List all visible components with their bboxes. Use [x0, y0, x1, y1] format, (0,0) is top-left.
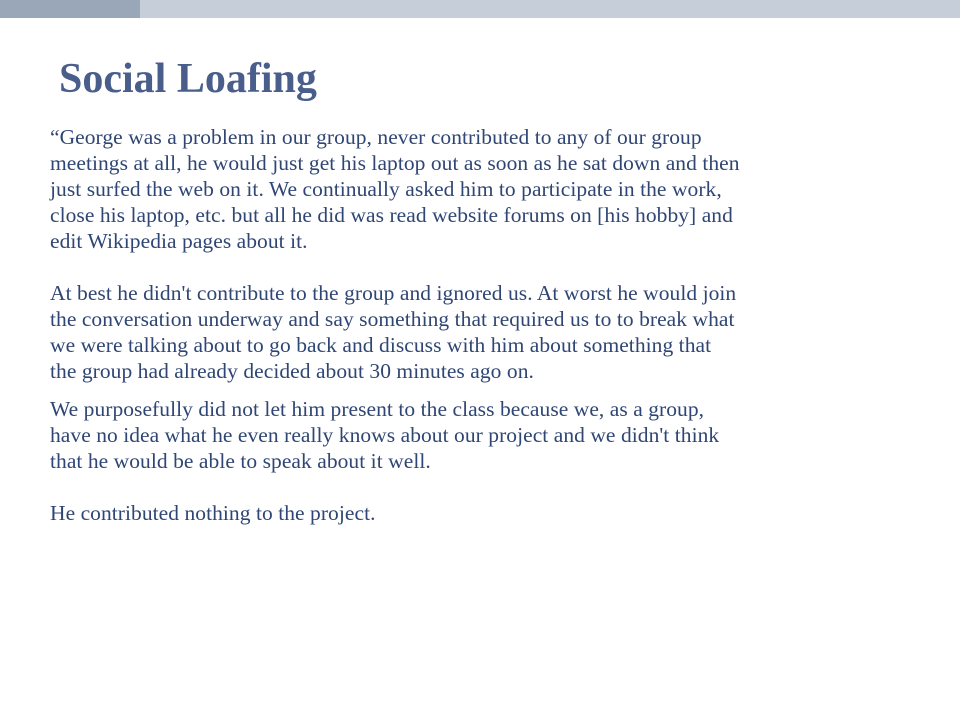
top-decorative-bar	[0, 0, 960, 18]
top-bar-accent-block	[0, 0, 140, 18]
quote-paragraph-3: We purposefully did not let him present to the class because we, as a group, have no idea what he even really knows about our project and we didn't think that he would be able to speak about it well.	[50, 397, 720, 473]
quote-paragraph-4: He contributed nothing to the project.	[50, 501, 376, 525]
slide-title: Social Loafing	[59, 56, 317, 102]
quote-paragraph-1: “George was a problem in our group, never contributed to any of our group meetings at all, he would just get his laptop out as soon as he sat down and then just surfed the web on it. We continually asked him to participate in the work, close his laptop, etc. but all he did was read website forums on [his hobby] and edit Wikipedia pages about it.	[50, 125, 740, 253]
slide-body	[50, 124, 930, 526]
quote-paragraph-2: At best he didn't contribute to the group and ignored us. At worst he would join the conversation underway and say something that required us to to break what we were talking about to go back and discuss with him about something that the group had already decided about 30 minutes ago on.	[50, 281, 737, 383]
